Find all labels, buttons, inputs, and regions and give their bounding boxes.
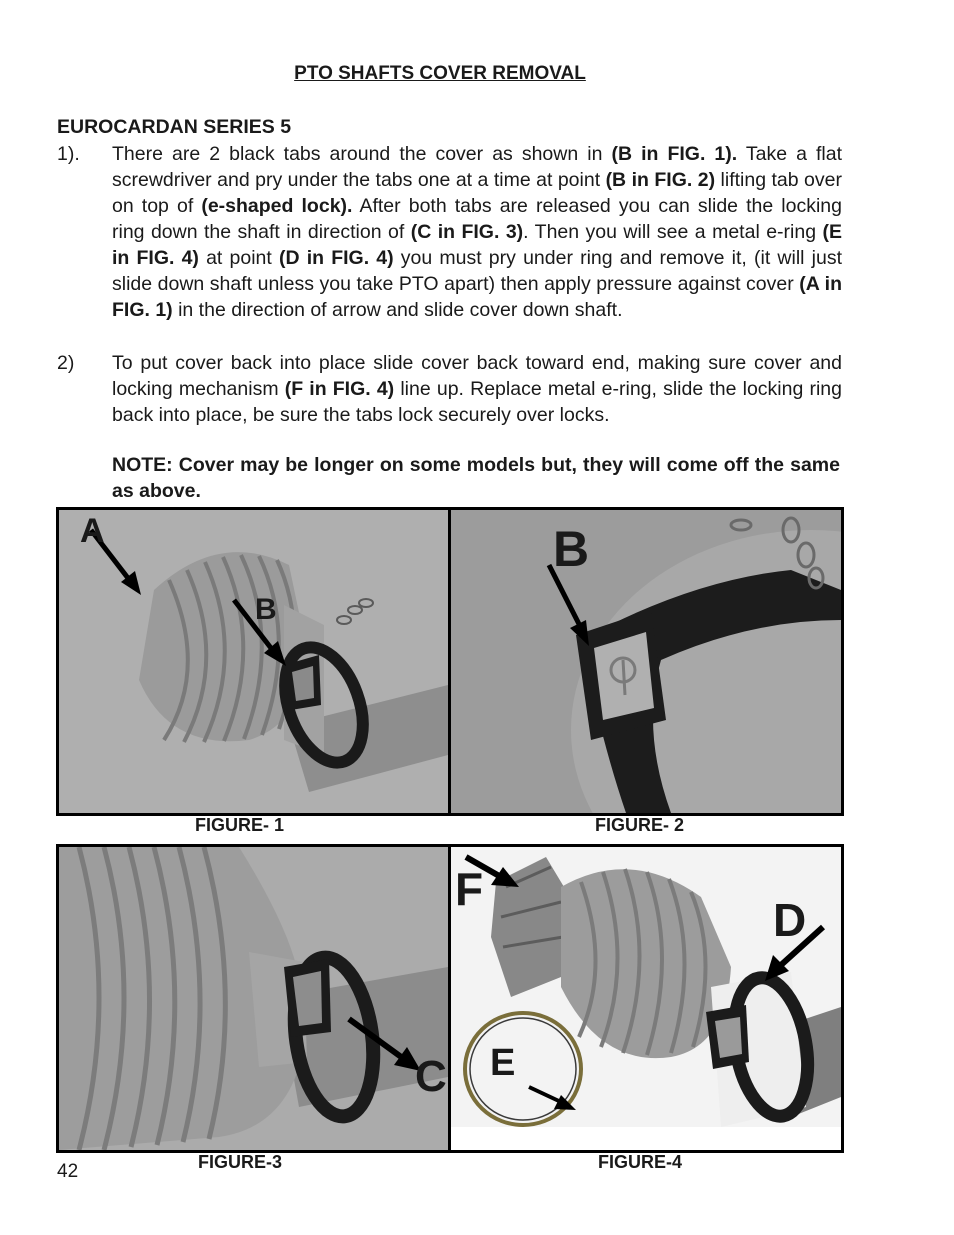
figure-4-label-f: F	[455, 863, 484, 915]
figure-2-caption: FIGURE- 2	[595, 815, 685, 835]
figure-2-photo	[448, 507, 844, 816]
step-2-number: 2)	[57, 352, 75, 374]
step-2	[57, 350, 842, 428]
section-heading: EUROCARDAN SERIES 5	[57, 116, 292, 138]
step-1	[57, 141, 842, 323]
figure-2-label-b: B	[553, 521, 590, 577]
page-title: PTO SHAFTS COVER REMOVAL	[294, 63, 586, 84]
figure-4-photo	[448, 844, 844, 1153]
figure-4-caption: FIGURE-4	[598, 1152, 683, 1172]
step-1-text: There are 2 black tabs around the cover as shown in (B in FIG. 1). Take a flat screwdriver and pry under the tabs one at a time at point (B in FIG. 2) lifting tab over on top of (e-shaped lock). After both tabs are released you can slide the locking ring down the shaft in direction of (C in FIG. 3). Then you will see a metal e-ring (E in FIG. 4) at point (D in FIG. 4) you must pry under ring and remove it, (it will just slide down shaft unless you take PTO apart) then apply pressure against cover (A in FIG. 1) in the direction of arrow and slide cover down shaft.	[112, 143, 842, 321]
figure-3-caption: FIGURE-3	[198, 1152, 283, 1172]
figure-1-photo	[56, 507, 451, 816]
figure-1-label-b: B	[255, 593, 277, 626]
step-1-number: 1).	[57, 143, 80, 165]
page-number: 42	[57, 1161, 79, 1182]
figure-4-label-e: E	[490, 1042, 516, 1084]
figure-3-photo	[56, 844, 451, 1153]
step-2-text: To put cover back into place slide cover back toward end, making sure cover and locking mechanism (F in FIG. 4) line up. Replace metal e-ring, slide the locking ring back into place, be sure the tabs lock securely over locks.	[112, 352, 842, 426]
figure-1-caption: FIGURE- 1	[195, 815, 285, 835]
note-text: NOTE: Cover may be longer on some models but, they will come off the same as above.	[112, 454, 840, 502]
figure-1-label-a: A	[80, 512, 105, 550]
figure-3-label-c: C	[415, 1052, 447, 1101]
figure-4-label-d: D	[773, 894, 807, 946]
